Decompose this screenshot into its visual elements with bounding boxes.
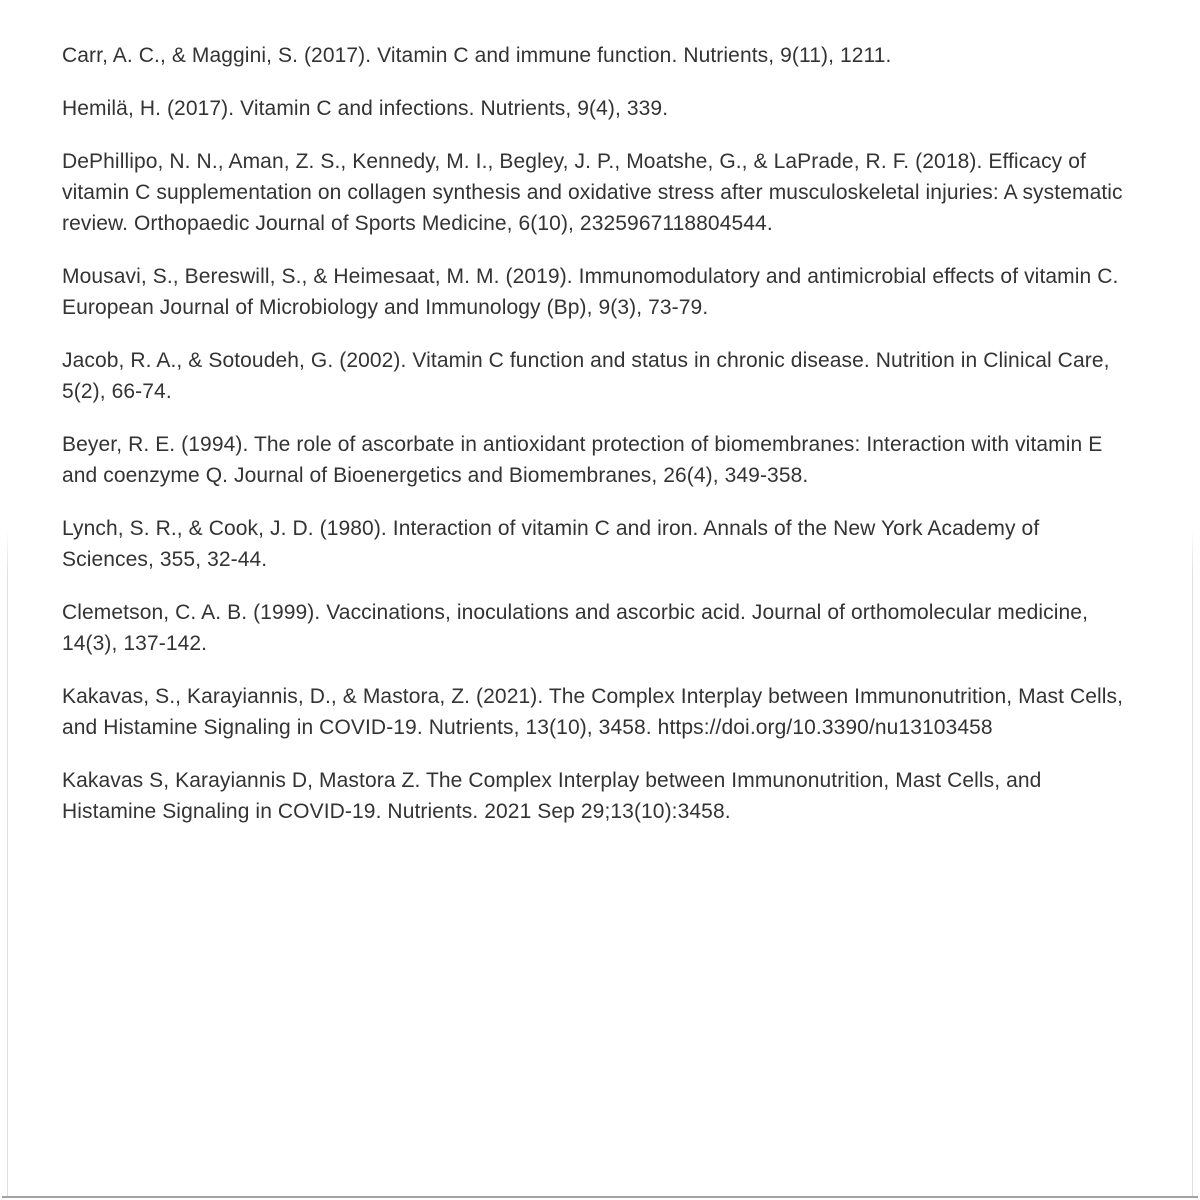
reference-item: Beyer, R. E. (1994). The role of ascorbate in antioxidant protection of biomembranes: Interaction with vitamin E and coenzyme Q. Journal of Bioenergetics and Biomembranes, 26(4), 349-358.: [62, 433, 1103, 487]
page-left-edge: [7, 528, 8, 1197]
reference-item: Lynch, S. R., & Cook, J. D. (1980). Interaction of vitamin C and iron. Annals of the New York Academy of Sciences, 355, 32-44.: [62, 517, 1040, 571]
reference-item: Clemetson, C. A. B. (1999). Vaccinations, inoculations and ascorbic acid. Journal of orthomolecular medicine, 14(3), 137-142.: [62, 601, 1089, 655]
reference-item: Mousavi, S., Bereswill, S., & Heimesaat, M. M. (2019). Immunomodulatory and antimicrobial effects of vitamin C. European Journal of Microbiology and Immunology (Bp), 9(3), 73-79.: [62, 265, 1119, 319]
reference-item: DePhillipo, N. N., Aman, Z. S., Kennedy, M. I., Begley, J. P., Moatshe, G., & LaPrade, R. F. (2018). Efficacy of vitamin C supplementation on collagen synthesis and oxidative stress after musculoskeletal injuries: A systematic review. Orthopaedic Journal of Sports Medicine, 6(10), 2325967118804544.: [62, 150, 1123, 235]
reference-item: Jacob, R. A., & Sotoudeh, G. (2002). Vitamin C function and status in chronic disease. Nutrition in Clinical Care, 5(2), 66-74.: [62, 349, 1110, 403]
reference-item: Hemilä, H. (2017). Vitamin C and infections. Nutrients, 9(4), 339.: [62, 97, 669, 120]
reference-item: Kakavas S, Karayiannis D, Mastora Z. The Complex Interplay between Immunonutrition, Mast Cells, and Histamine Signaling in COVID-19. Nutrients. 2021 Sep 29;13(10):3458.: [62, 769, 1042, 823]
references-list: [62, 40, 1137, 849]
page-bottom-edge: [2, 1196, 1198, 1198]
reference-item: Carr, A. C., & Maggini, S. (2017). Vitamin C and immune function. Nutrients, 9(11), 1211.: [62, 44, 892, 67]
reference-item: Kakavas, S., Karayiannis, D., & Mastora, Z. (2021). The Complex Interplay between Immunonutrition, Mast Cells, and Histamine Signaling in COVID-19. Nutrients, 13(10), 3458. https://doi.org/10.3390/nu13103458: [62, 685, 1124, 739]
page-right-edge: [1192, 528, 1193, 1197]
